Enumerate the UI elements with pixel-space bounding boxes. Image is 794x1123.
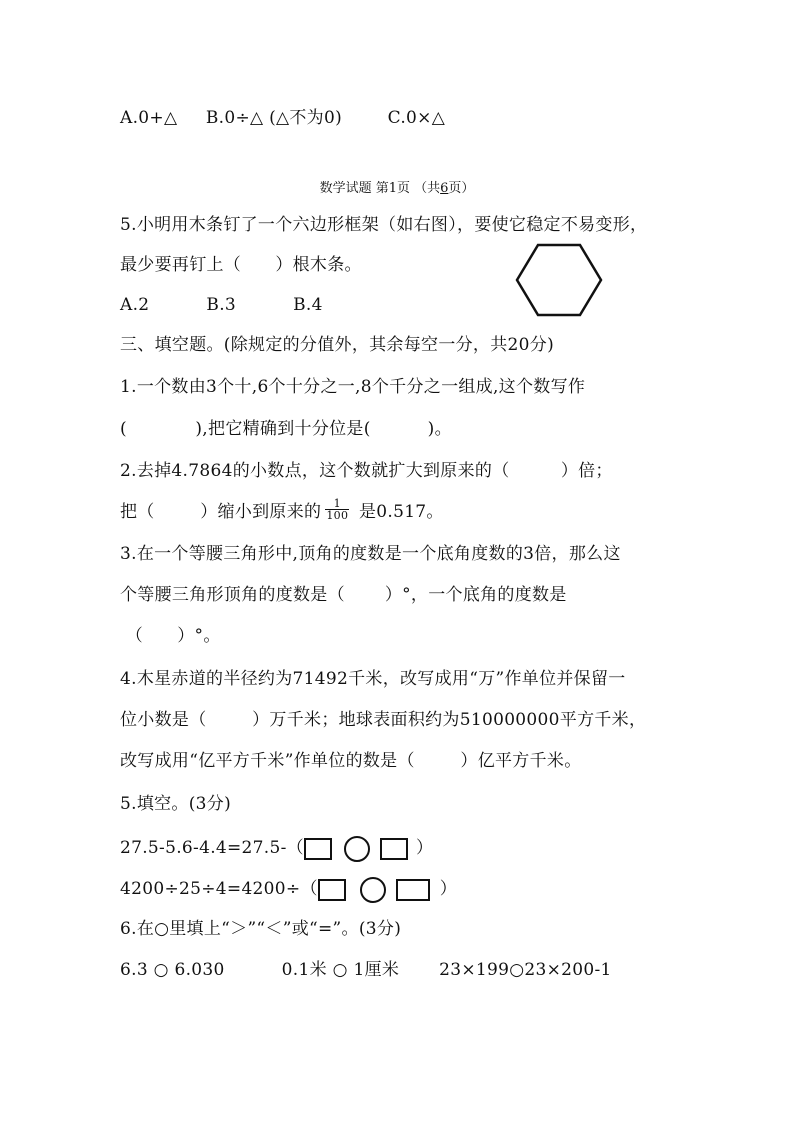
equation-2-suffix: ）: [439, 879, 458, 899]
fill-2-line-2-end: 是0.517。: [353, 502, 444, 522]
square-blank-1: [304, 838, 332, 860]
footer-total-pages: 6: [440, 181, 449, 196]
circle-blank-1: [344, 836, 370, 862]
equation-1-prefix: 27.5-5.6-4.4=27.5-（: [120, 838, 304, 858]
equation-2-prefix: 4200÷25÷4=4200÷（: [120, 879, 318, 899]
fill-6-title: 6.在○里填上“＞”“＜”或“=”。(3分): [120, 919, 402, 939]
circle-blank-2: [360, 877, 386, 903]
fill-2-line-2: [120, 497, 444, 524]
section-3-title: 三、填空题。(除规定的分值外，其余每空一分，共20分): [120, 335, 554, 355]
equation-1-suffix: ）: [415, 838, 434, 858]
fill-5-equation-2: [120, 876, 457, 903]
fill-2-line-2-start: 把（ ）缩小到原来的: [120, 502, 322, 522]
fill-3-line-1: 3.在一个等腰三角形中,顶角的度数是一个底角度数的3倍，那么这: [120, 544, 621, 564]
question-5-line-2: 最少要再钉上（ ）根木条。: [120, 255, 362, 275]
fraction-denominator: 100: [326, 509, 349, 522]
question-5-line-1: 5.小明用木条钉了一个六边形框架（如右图），要使它稳定不易变形，: [120, 215, 648, 235]
fill-3-line-3: （ ）°。: [120, 626, 221, 646]
footer-suffix: 页）: [448, 181, 475, 196]
page-footer: [0, 181, 794, 197]
fill-3-line-2: 个等腰三角形顶角的度数是（ ）°，一个底角的度数是: [120, 585, 567, 605]
fraction-numerator: 1: [325, 498, 349, 510]
fill-4-line-1: 4.木星赤道的半径约为71492千米，改写成用“万”作单位并保留一: [120, 669, 626, 689]
square-blank-2: [380, 838, 408, 860]
fill-2-line-1: 2.去掉4.7864的小数点，这个数就扩大到原来的（ ）倍；: [120, 461, 613, 481]
previous-question-choices: A.0+△ B.0÷△ (△不为0) C.0×△: [120, 108, 446, 128]
fill-1-line-1: 1.一个数由3个十,6个十分之一,8个千分之一组成,这个数写作: [120, 377, 586, 397]
fill-4-line-2: 位小数是（ ）万千米；地球表面积约为510000000平方千米，: [120, 710, 647, 730]
fill-4-line-3: 改写成用“亿平方千米”作单位的数是（ ）亿平方千米。: [120, 751, 582, 771]
fill-1-line-2: ( ),把它精确到十分位是( )。: [120, 419, 452, 439]
hexagon-shape: [517, 245, 601, 315]
footer-prefix: 数学试题 第1页 （共: [319, 181, 441, 196]
fill-5-title: 5.填空。(3分): [120, 794, 231, 814]
question-5-choices: A.2 B.3 B.4: [120, 295, 323, 315]
fraction-one-hundredth: [325, 498, 349, 521]
hexagon-figure: [514, 242, 604, 318]
square-blank-3: [318, 879, 346, 901]
fill-6-items: 6.3 ○ 6.030 0.1米 ○ 1厘米 23×199○23×200-1: [120, 960, 612, 980]
fill-5-equation-1: [120, 835, 433, 862]
rectangle-blank-1: [396, 879, 430, 901]
